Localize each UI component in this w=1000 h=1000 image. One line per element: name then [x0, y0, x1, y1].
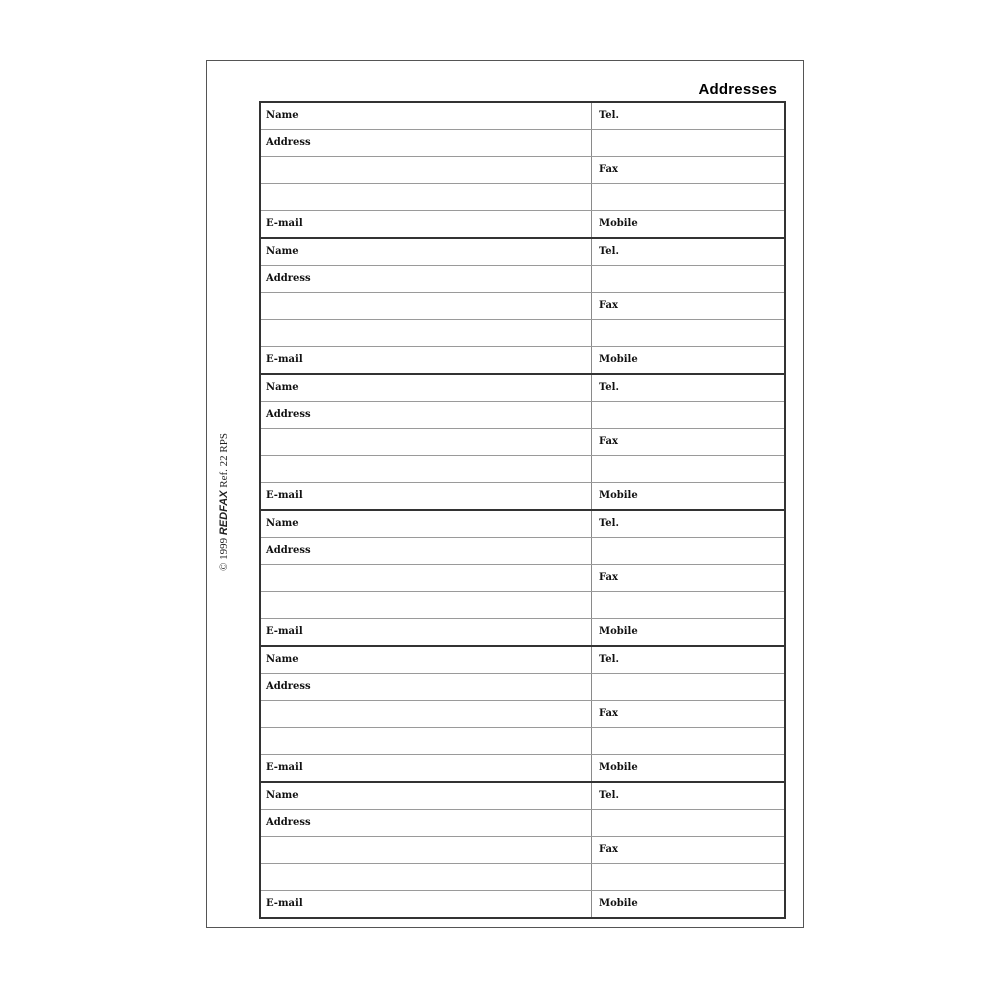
- field-label-right: [592, 592, 784, 618]
- entry-row: [261, 591, 784, 618]
- entry-row: [261, 537, 784, 564]
- page-title: Addresses: [698, 81, 777, 98]
- entry-row: [261, 319, 784, 346]
- field-label-right: [592, 402, 784, 428]
- field-label-right: Mobile: [599, 490, 638, 501]
- entry-row: [261, 564, 784, 591]
- field-label-right: [592, 538, 784, 564]
- entry-row: [261, 754, 784, 781]
- field-label-right: [592, 810, 784, 836]
- address-entry: [261, 645, 784, 781]
- field-label-left: E-mail: [261, 619, 592, 645]
- address-entry: [261, 509, 784, 645]
- entry-row: [261, 783, 784, 809]
- ref-text: Ref. 22 RPS: [218, 433, 230, 488]
- field-label-left: E-mail: [261, 891, 592, 917]
- field-label-left: E-mail: [261, 483, 592, 509]
- field-label-right: Mobile: [599, 762, 638, 773]
- field-label-left: Name: [261, 375, 592, 401]
- field-label-left: [261, 429, 592, 455]
- field-label-left: Address: [261, 810, 592, 836]
- field-label-left: [261, 565, 592, 591]
- field-label-left: [261, 184, 592, 210]
- field-label-right: Fax: [599, 708, 618, 719]
- field-label-right: Tel.: [599, 382, 619, 393]
- entry-row: [261, 618, 784, 645]
- entry-row: [261, 129, 784, 156]
- field-label-left: [261, 293, 592, 319]
- field-label-left: Address: [261, 674, 592, 700]
- address-entry: [261, 781, 784, 917]
- entry-row: [261, 183, 784, 210]
- field-label-right: Tel.: [599, 110, 619, 121]
- address-entry: [261, 103, 784, 237]
- field-label-right: [592, 266, 784, 292]
- entry-row: [261, 700, 784, 727]
- field-label-right: Fax: [599, 572, 618, 583]
- field-label-right: [592, 184, 784, 210]
- field-label-right: Tel.: [599, 654, 619, 665]
- field-label-right: Mobile: [599, 218, 638, 229]
- entry-row: [261, 346, 784, 373]
- side-credit: [218, 433, 230, 571]
- entry-row: [261, 103, 784, 129]
- copyright-text: © 1999: [218, 537, 230, 571]
- field-label-left: E-mail: [261, 755, 592, 781]
- field-label-left: E-mail: [261, 347, 592, 373]
- entry-row: [261, 511, 784, 537]
- entry-row: [261, 673, 784, 700]
- entry-row: [261, 265, 784, 292]
- entry-row: [261, 482, 784, 509]
- field-label-left: Name: [261, 647, 592, 673]
- field-label-right: Tel.: [599, 790, 619, 801]
- field-label-right: Fax: [599, 164, 618, 175]
- entry-row: [261, 239, 784, 265]
- field-label-right: [592, 456, 784, 482]
- address-entry: [261, 373, 784, 509]
- field-label-left: [261, 701, 592, 727]
- field-label-left: [261, 837, 592, 863]
- entry-row: [261, 890, 784, 917]
- field-label-left: Name: [261, 511, 592, 537]
- entry-row: [261, 809, 784, 836]
- field-label-left: [261, 157, 592, 183]
- entry-row: [261, 156, 784, 183]
- field-label-right: Mobile: [599, 626, 638, 637]
- entry-row: [261, 292, 784, 319]
- field-label-left: Name: [261, 103, 592, 129]
- entry-row: [261, 401, 784, 428]
- address-form: [259, 101, 786, 919]
- address-entry: [261, 237, 784, 373]
- field-label-right: Mobile: [599, 898, 638, 909]
- field-label-right: Tel.: [599, 246, 619, 257]
- field-label-left: E-mail: [261, 211, 592, 237]
- field-label-right: Fax: [599, 844, 618, 855]
- entry-row: [261, 863, 784, 890]
- entry-row: [261, 647, 784, 673]
- field-label-right: [592, 728, 784, 754]
- field-label-right: [592, 674, 784, 700]
- field-label-right: [592, 864, 784, 890]
- entry-row: [261, 375, 784, 401]
- field-label-left: Address: [261, 538, 592, 564]
- field-label-left: Name: [261, 239, 592, 265]
- field-label-left: Address: [261, 130, 592, 156]
- field-label-right: Fax: [599, 300, 618, 311]
- address-page: [206, 60, 804, 928]
- field-label-right: [592, 320, 784, 346]
- field-label-left: Address: [261, 402, 592, 428]
- entry-row: [261, 455, 784, 482]
- brand-name: REDFAX: [218, 490, 230, 536]
- field-label-left: [261, 728, 592, 754]
- field-label-right: Mobile: [599, 354, 638, 365]
- entry-row: [261, 428, 784, 455]
- entry-row: [261, 210, 784, 237]
- field-label-left: [261, 320, 592, 346]
- entry-row: [261, 727, 784, 754]
- field-label-left: [261, 864, 592, 890]
- entry-row: [261, 836, 784, 863]
- field-label-left: Name: [261, 783, 592, 809]
- field-label-left: Address: [261, 266, 592, 292]
- field-label-right: Tel.: [599, 518, 619, 529]
- field-label-right: [592, 130, 784, 156]
- field-label-left: [261, 592, 592, 618]
- field-label-left: [261, 456, 592, 482]
- field-label-right: Fax: [599, 436, 618, 447]
